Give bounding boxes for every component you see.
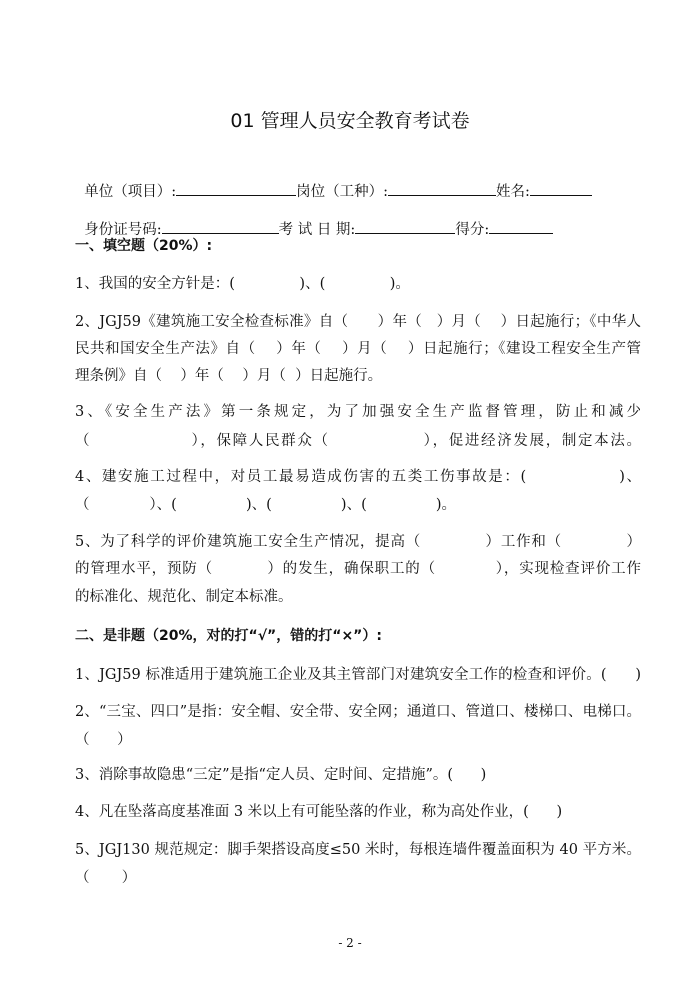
section-heading-fill-in: 一、填空题（20%）: — [75, 238, 213, 254]
score-field[interactable] — [489, 218, 553, 234]
id-number-label: 身份证号码: — [84, 222, 162, 238]
question-line: 的标准化、规范化、制定本标准。 — [75, 589, 293, 605]
unit-field[interactable] — [176, 180, 296, 196]
section-heading-true-false: 二、是非题（20%，对的打“√”，错的打“×”）: — [75, 628, 382, 644]
question-line: （ ），保障人民群众（ ），促进经济发展，制定本法。 — [75, 433, 641, 449]
question-line: 理条例》自（ ）年（ ）月（ ）日起施行。 — [75, 368, 383, 384]
id-number-field[interactable] — [162, 218, 279, 234]
question-line: （ ） — [75, 870, 137, 886]
unit-label: 单位（项目）: — [84, 184, 177, 200]
question-line: 民共和国安全生产法》自（ ）年（ ）月（ ）日起施行；《建设工程安全生产管 — [75, 341, 641, 357]
name-label: 姓名: — [496, 184, 530, 200]
exam-date-label: 考 试 日 期: — [278, 222, 356, 238]
question-line: （ ） — [75, 732, 132, 748]
question-line: 1、JGJ59 标准适用于建筑施工企业及其主管部门对建筑安全工作的检查和评价。( ) — [75, 667, 641, 683]
question-line: 的管理水平，预防（ ）的发生，确保职工的（ ），实现检查评价工作 — [75, 561, 641, 577]
question-line: 4、建安施工过程中，对员工最易造成伤害的五类工伤事故是：( )、 — [75, 469, 641, 485]
question-line: 3、消除事故隐患“三定”是指“定人员、定时间、定措施”。( ) — [75, 767, 487, 783]
question-line: （ ）、( )、( )、( )。 — [75, 497, 457, 513]
question-line: 2、“三宝、四口”是指：安全帽、安全带、安全网；通道口、管道口、楼梯口、电梯口。 — [75, 704, 641, 720]
page-number: - 2 - — [338, 936, 362, 950]
question-line: 5、为了科学的评价建筑施工安全生产情况，提高（ ）工作和（ ） — [75, 534, 641, 550]
question-line: 1、我国的安全方针是：( )、( )。 — [75, 276, 410, 292]
info-row-1 — [75, 160, 641, 202]
score-label: 得分: — [455, 222, 490, 238]
exam-date-field[interactable] — [355, 218, 455, 234]
question-line: 5、JGJ130 规范规定：脚手架搭设高度≤50 米时，每根连墙件覆盖面积为 40 平方米。 — [75, 842, 641, 858]
page-title: 01 管理人员安全教育考试卷 — [230, 110, 470, 132]
question-line: 2、JGJ59《建筑施工安全检查标准》自（ ）年（ ）月（ ）日起施行；《中华人 — [75, 314, 641, 330]
name-field[interactable] — [530, 180, 592, 196]
question-line: 3、《安全生产法》第一条规定，为了加强安全生产监督管理，防止和减少 — [75, 404, 641, 420]
question-line: 4、凡在坠落高度基准面 3 米以上有可能坠落的作业，称为高处作业，( ) — [75, 804, 563, 820]
position-label: 岗位（工种）: — [296, 184, 388, 200]
position-field[interactable] — [388, 180, 496, 196]
info-row-2 — [75, 198, 641, 240]
